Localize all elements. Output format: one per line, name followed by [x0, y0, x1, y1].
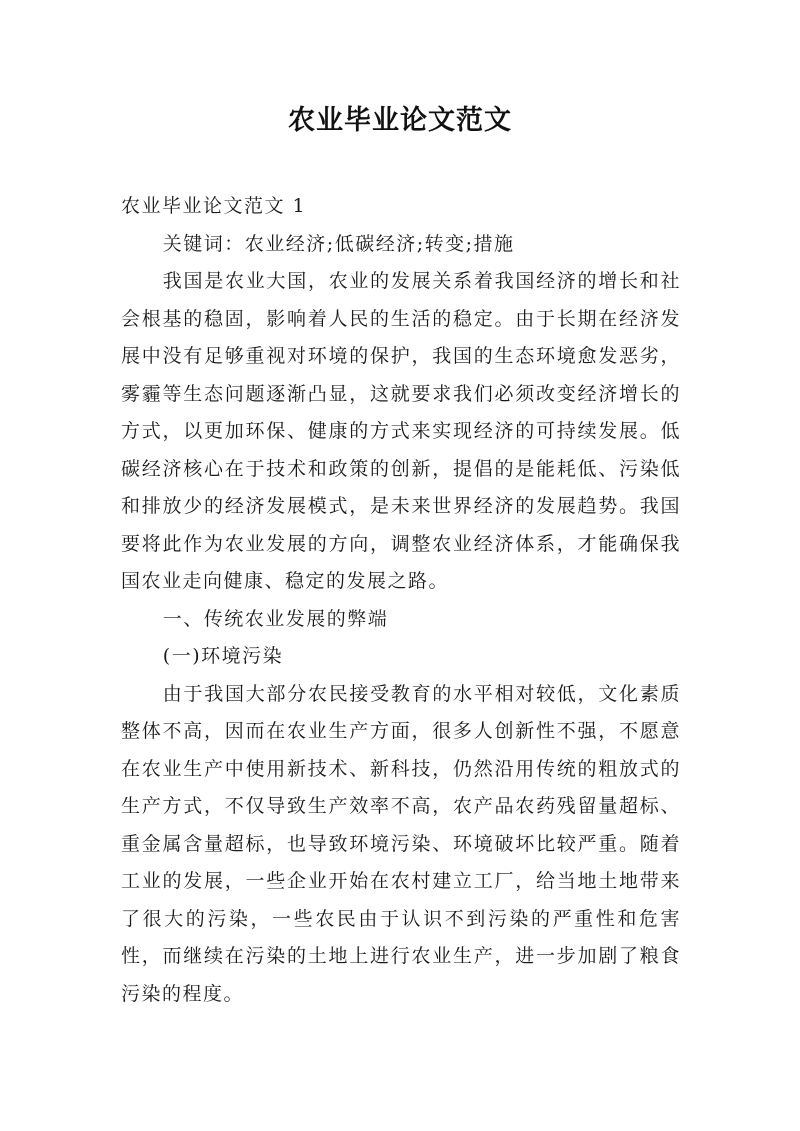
document-body [121, 188, 681, 1013]
subtitle: 农业毕业论文范文 1 [121, 195, 307, 217]
paragraph: 我国是农业大国，农业的发展关系着我国经济的增长和社会根基的稳固，影响着人民的生活的稳定。由于长期在经济发展中没有足够重视对环境的保护，我国的生态环境愈发恶劣，雾霾等生态问题逐渐凸显，这就要求我们必须改变经济增长的方式，以更加环保、健康的方式来实现经济的可持续发展。低碳经济核心在于技术和政策的创新，提倡的是能耗低、污染低和排放少的经济发展模式，是未来世界经济的发展趋势。我国要将此作为农业发展的方向，调整农业经济体系，才能确保我国农业走向健康、稳定的发展之路。 [121, 270, 681, 592]
subsection-heading: (一)环境污染 [162, 645, 284, 667]
keywords: 关键词：农业经济;低碳经济;转变;措施 [162, 232, 515, 255]
section-heading: 一、传统农业发展的弊端 [162, 607, 389, 630]
document-title: 农业毕业论文范文 [288, 105, 512, 136]
paragraph: 由于我国大部分农民接受教育的水平相对较低，文化素质整体不高，因而在农业生产方面，很多人创新性不强，不愿意在农业生产中使用新技术、新科技，仍然沿用传统的粗放式的生产方式，不仅导致生产效率不高，农产品农药残留量超标、重金属含量超标，也导致环境污染、环境破坏比较严重。随着工业的发展，一些企业开始在农村建立工厂，给当地土地带来了很大的污染，一些农民由于认识不到污染的严重性和危害性，而继续在污染的土地上进行农业生产，进一步加剧了粮食污染的程度。 [121, 682, 681, 1005]
